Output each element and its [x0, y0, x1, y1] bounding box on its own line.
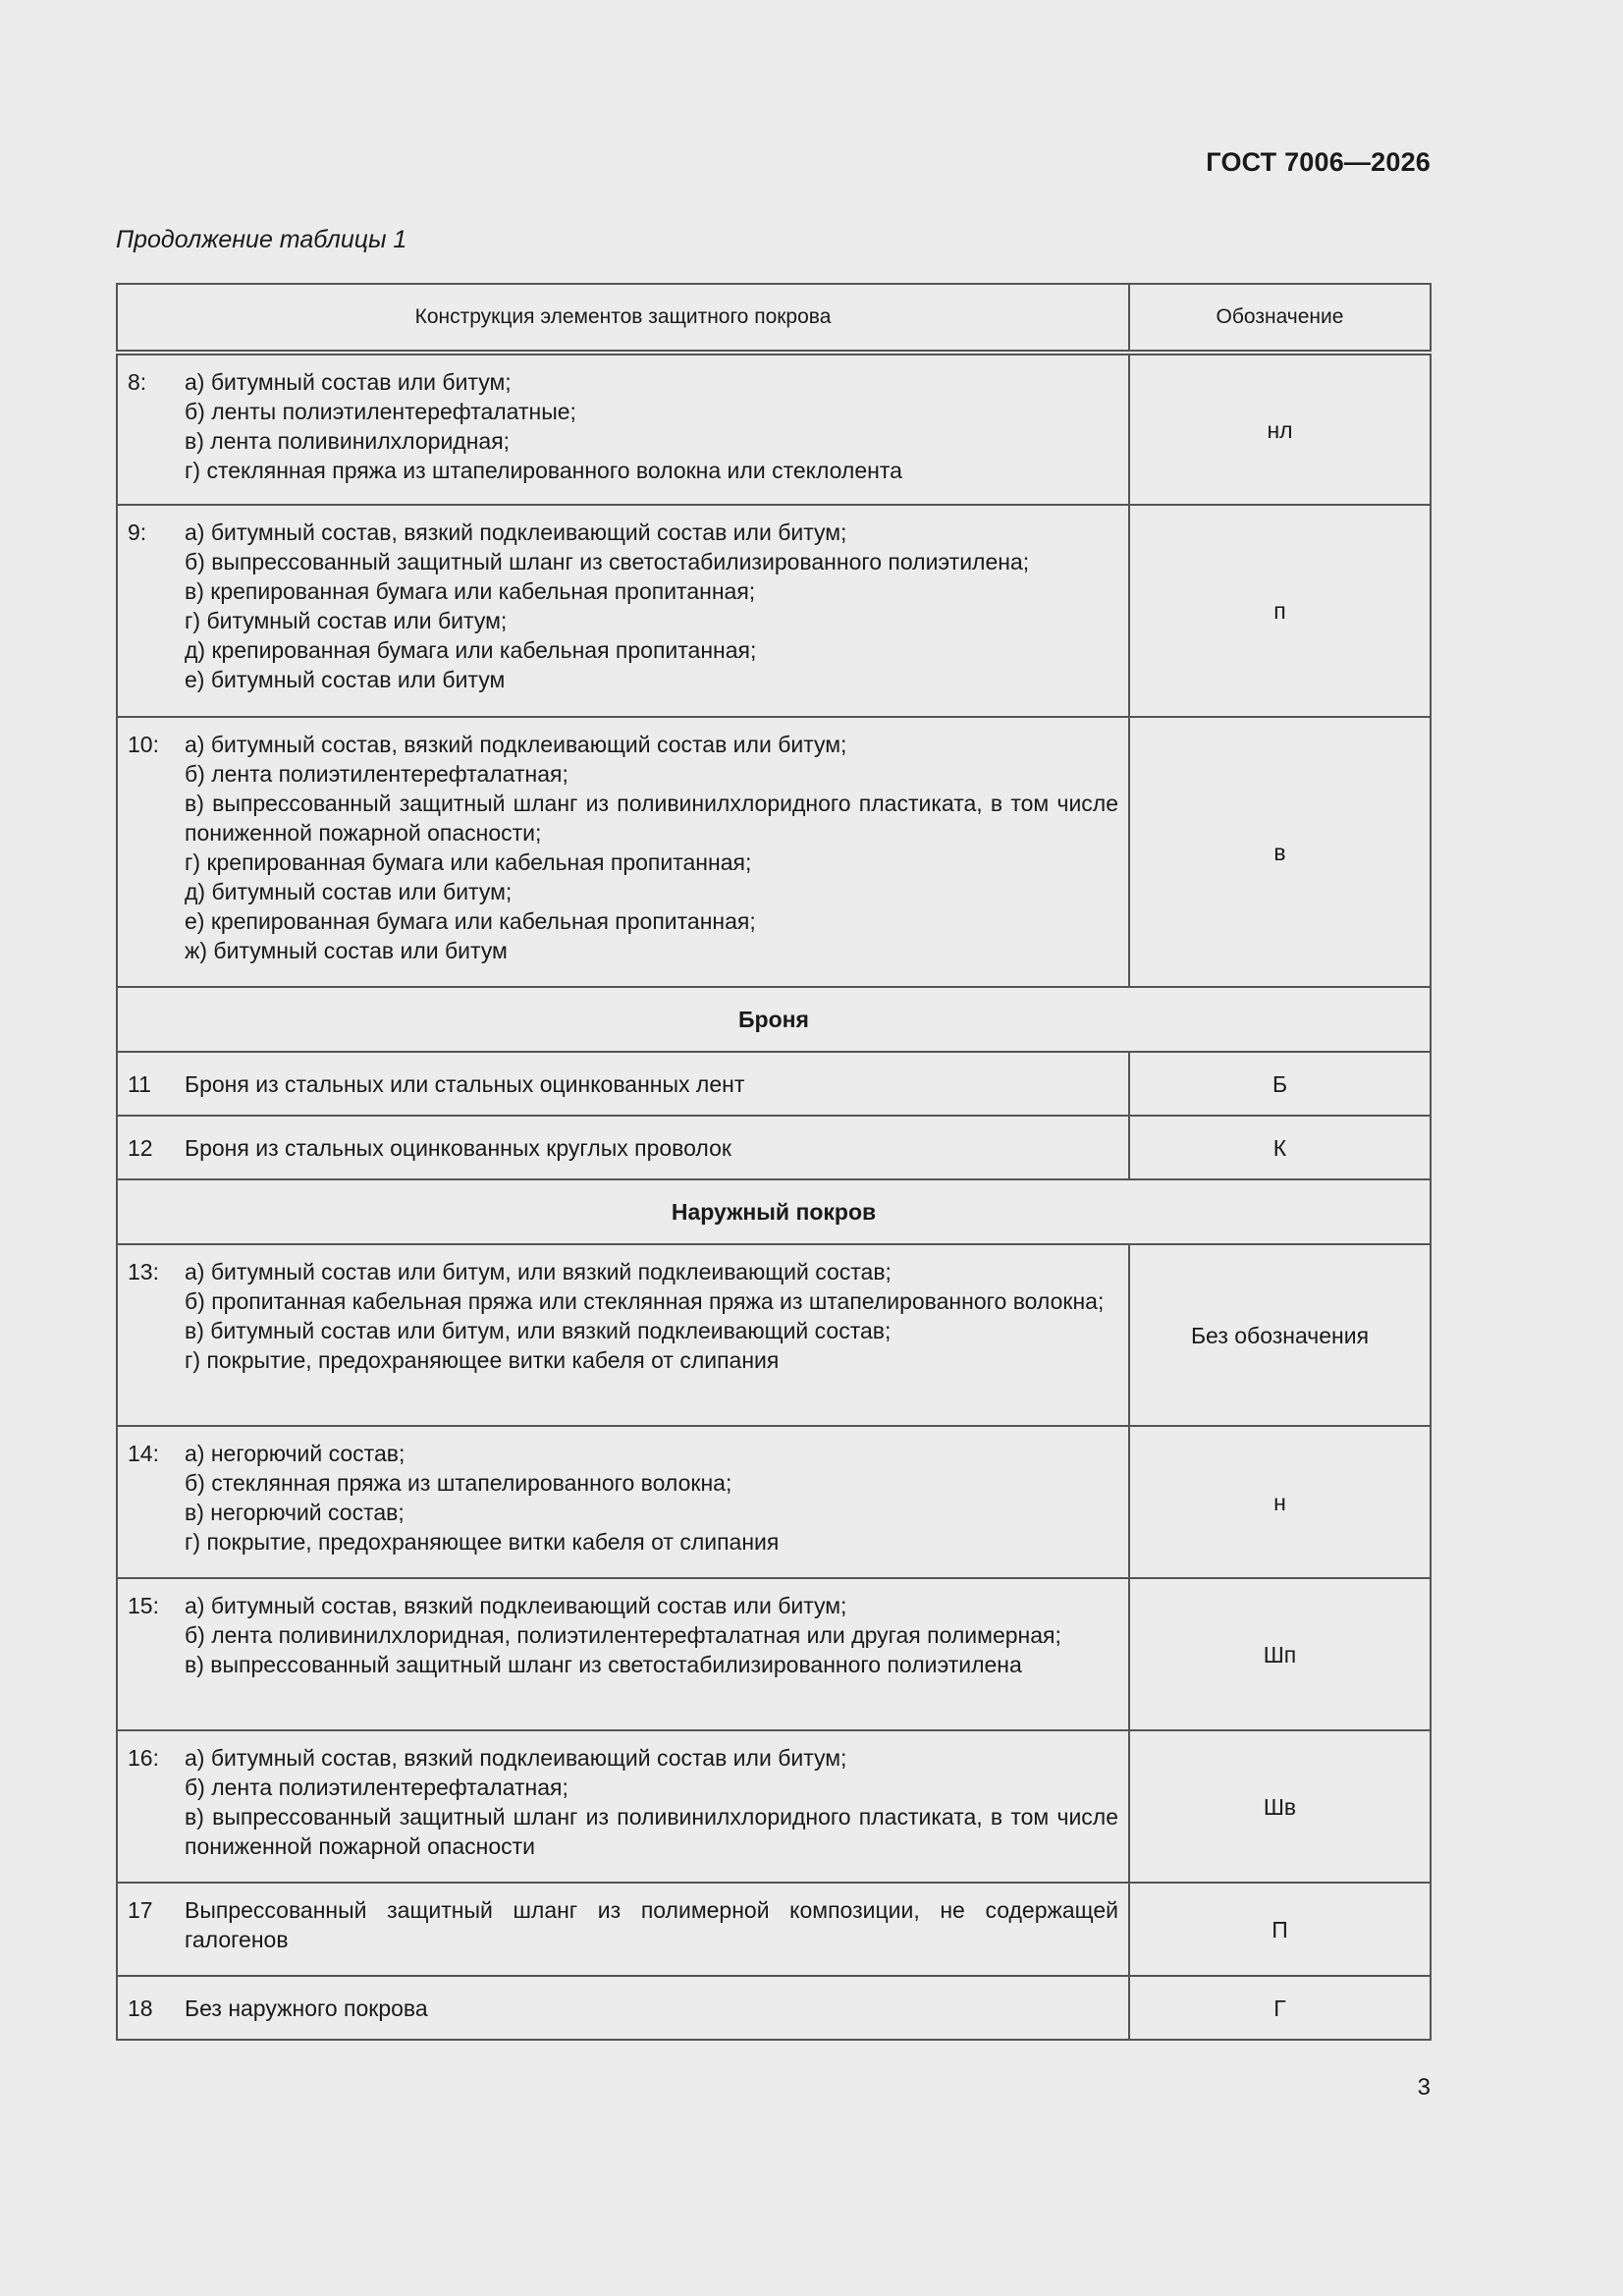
list-item: а) битумный состав, вязкий подклеивающий состав или битум; — [185, 732, 847, 757]
list-item: б) лента полиэтилентерефталатная; — [185, 761, 568, 787]
list-item: в) негорючий состав; — [185, 1500, 405, 1525]
list-item: в) выпрессованный защитный шланг из светостабилизированного полиэтилена — [185, 1652, 1022, 1677]
list-item: а) битумный состав, вязкий подклеивающий состав или битум; — [185, 1745, 847, 1771]
table-row — [117, 1730, 1431, 1883]
designation-cell: п — [1129, 505, 1431, 717]
designation-cell: в — [1129, 717, 1431, 987]
list-item: в) выпрессованный защитный шланг из поливинилхлоридного пластиката, в том числе пониженной пожарной опасности — [185, 1804, 1118, 1859]
list-item: б) выпрессованный защитный шланг из светостабилизированного полиэтилена; — [185, 549, 1030, 574]
designation-cell: Г — [1129, 1976, 1431, 2040]
list-item: ж) битумный состав или битум — [185, 938, 508, 963]
table-row — [117, 1116, 1431, 1179]
list-item: а) негорючий состав; — [185, 1441, 406, 1466]
designation-cell: Шп — [1129, 1578, 1431, 1730]
row-text: Выпрессованный защитный шланг из полимерной композиции, не содержащей галогенов — [185, 1897, 1118, 1952]
list-item: а) битумный состав или битум, или вязкий подклеивающий состав; — [185, 1259, 892, 1285]
row-number: 14: — [128, 1441, 159, 1466]
table-row — [117, 717, 1431, 987]
table-row — [117, 353, 1431, 505]
row-number: 11 — [128, 1070, 151, 1097]
designation-cell: Шв — [1129, 1730, 1431, 1883]
list-item: в) лента поливинилхлоридная; — [185, 428, 511, 454]
list-item: б) стеклянная пряжа из штапелированного волокна; — [185, 1470, 732, 1496]
list-item: г) покрытие, предохраняющее витки кабеля от слипания — [185, 1347, 780, 1373]
page-number: 3 — [1417, 2074, 1431, 2101]
list-item: а) битумный состав, вязкий подклеивающий состав или битум; — [185, 1593, 847, 1618]
list-item: е) крепированная бумага или кабельная пропитанная; — [185, 908, 756, 934]
table-row — [117, 1976, 1431, 2040]
row-number: 10: — [128, 732, 159, 757]
table-row — [117, 1578, 1431, 1730]
column-header-construction: Конструкция элементов защитного покрова — [117, 284, 1129, 353]
designation-cell: Без обозначения — [1129, 1244, 1431, 1426]
list-item: е) битумный состав или битум — [185, 667, 506, 692]
list-item: б) лента полиэтилентерефталатная; — [185, 1775, 568, 1800]
row-number: 12 — [128, 1134, 153, 1161]
list-item: г) крепированная бумага или кабельная пропитанная; — [185, 849, 752, 875]
list-item: в) крепированная бумага или кабельная пропитанная; — [185, 578, 756, 604]
designation-cell: нл — [1129, 353, 1431, 505]
list-item: г) покрытие, предохраняющее витки кабеля от слипания — [185, 1529, 780, 1555]
row-number: 16: — [128, 1745, 159, 1771]
designation-cell: Б — [1129, 1052, 1431, 1116]
list-item: а) битумный состав или битум; — [185, 369, 512, 395]
row-number: 17 — [128, 1897, 153, 1923]
section-title-outer-cover: Наружный покров — [117, 1179, 1431, 1244]
row-number: 18 — [128, 1995, 153, 2021]
list-item: в) битумный состав или битум, или вязкий подклеивающий состав; — [185, 1318, 892, 1343]
designation-cell: П — [1129, 1883, 1431, 1976]
section-title-armor: Броня — [117, 987, 1431, 1052]
section-row — [117, 1179, 1431, 1244]
designation-cell: К — [1129, 1116, 1431, 1179]
table-row — [117, 1426, 1431, 1578]
row-number: 13: — [128, 1259, 159, 1285]
row-text: Броня из стальных или стальных оцинкованных лент — [185, 1070, 745, 1097]
designation-cell: н — [1129, 1426, 1431, 1578]
row-number: 9: — [128, 519, 147, 545]
list-item: б) лента поливинилхлоридная, полиэтилентерефталатная или другая полимерная; — [185, 1622, 1061, 1648]
list-item: д) крепированная бумага или кабельная пропитанная; — [185, 637, 757, 663]
table-row — [117, 1052, 1431, 1116]
table-row — [117, 1244, 1431, 1426]
row-number: 15: — [128, 1593, 159, 1618]
list-item: г) битумный состав или битум; — [185, 608, 508, 633]
list-item: д) битумный состав или битум; — [185, 879, 513, 904]
list-item: б) пропитанная кабельная пряжа или стеклянная пряжа из штапелированного волокна; — [185, 1288, 1105, 1314]
list-item: а) битумный состав, вязкий подклеивающий состав или битум; — [185, 519, 847, 545]
row-text: Без наружного покрова — [185, 1995, 428, 2021]
column-header-designation: Обозначение — [1129, 284, 1431, 353]
list-item: б) ленты полиэтилентерефталатные; — [185, 399, 576, 424]
table-row — [117, 1883, 1431, 1976]
row-number: 8: — [128, 369, 147, 395]
section-row — [117, 987, 1431, 1052]
table-caption: Продолжение таблицы 1 — [116, 226, 407, 253]
row-text: Броня из стальных оцинкованных круглых проволок — [185, 1134, 731, 1161]
table-row — [117, 505, 1431, 717]
list-item: г) стеклянная пряжа из штапелированного волокна или стеклолента — [185, 458, 902, 483]
list-item: в) выпрессованный защитный шланг из поливинилхлоридного пластиката, в том числе пониженной пожарной опасности; — [185, 791, 1118, 846]
document-code: ГОСТ 7006—2026 — [1206, 147, 1431, 177]
protective-cover-table — [116, 283, 1432, 2041]
